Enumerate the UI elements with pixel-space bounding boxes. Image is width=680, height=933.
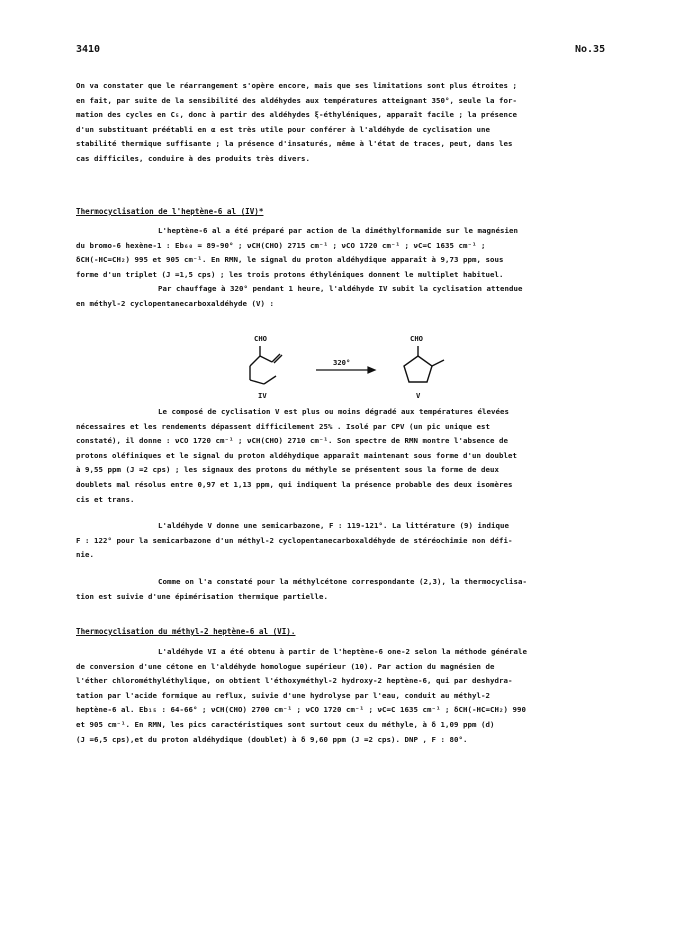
- text-line: Par chauffage à 320° pendant 1 heure, l'aldéhyde IV subit la cyclisation attendue: [158, 284, 523, 294]
- compound-v-label: V: [416, 391, 421, 400]
- text-line: nie.: [76, 550, 94, 560]
- text-line: forme d'un triplet (J =1,5 cps) ; les trois protons éthyléniques donnent le multiplet habituel.: [76, 269, 504, 279]
- epimerisation-paragraph: [76, 575, 606, 604]
- compound-v-structure: [404, 346, 444, 382]
- text-line: à 9,55 ppm (J =2 cps) ; les signaux des protons du méthyle se présentent sous la forme de deux: [76, 465, 499, 475]
- text-line: cas difficiles, conduire à des produits très divers.: [76, 153, 310, 163]
- compound-iv-cho-label: CHO: [254, 334, 267, 343]
- text-line: tation par l'acide formique au reflux, suivie d'une hydrolyse par l'eau, conduit au méthyl-2: [76, 690, 490, 700]
- reaction-scheme: [230, 334, 460, 404]
- text-line: L'aldéhyde V donne une semicarbazone, F : 119-121°. La littérature (9) indique: [158, 521, 509, 530]
- text-line: mation des cycles en C₅, donc à partir des aldéhydes ξ-éthyléniques, apparaît facile ; la présence: [76, 110, 517, 120]
- section-iv-paragraph: [76, 224, 606, 312]
- journal-issue: No.35: [575, 44, 606, 55]
- text-line: Comme on l'a constaté pour la méthylcétone correspondante (2,3), la thermocyclisa-: [158, 577, 527, 586]
- compound-iv-structure: [250, 346, 282, 384]
- text-line: L'aldéhyde VI a été obtenu à partir de l'heptène-6 one-2 selon la méthode générale: [158, 647, 527, 656]
- reaction-condition: 320°: [333, 358, 351, 367]
- text-line: L'heptène-6 al a été préparé par action de la diméthylformamide sur le magnésien: [158, 226, 518, 235]
- text-line: d'un substituant préétabli en α est très utile pour conférer à l'aldéhyde de cyclisation une: [76, 124, 490, 134]
- semicarbazone-paragraph: [76, 519, 606, 563]
- text-line: F : 122° pour la semicarbazone d'un méthyl-2 cyclopentanecarboxaldéhyde de stéréochimie non défi-: [76, 535, 513, 545]
- text-line: en fait, par suite de la sensibilité des aldéhydes aux températures atteignant 350°, seule la for-: [76, 95, 517, 105]
- text-line: heptène-6 al. Eb₁₅ : 64-66° ; νCH(CHO) 2700 cm⁻¹ ; νCO 1720 cm⁻¹ ; νC=C 1635 cm⁻¹ ; δCH(-HC=CH₂) 990: [76, 705, 526, 715]
- text-line: nécessaires et les rendements dépassent difficilement 25% . Isolé par CPV (un pic unique est: [76, 421, 490, 431]
- text-line: du bromo-6 hexène-1 : Eb₆₀ = 89-90° ; νCH(CHO) 2715 cm⁻¹ ; νCO 1720 cm⁻¹ ; νC=C 1635 cm⁻¹ ;: [76, 240, 486, 250]
- text-line: On va constater que le réarrangement s'opère encore, mais que ses limitations sont plus étroites ;: [76, 81, 517, 90]
- text-line: en méthyl-2 cyclopentanecarboxaldéhyde (V) :: [76, 298, 274, 308]
- text-line: stabilité thermique suffisante ; la présence d'insaturés, même à l'état de traces, peut, dans les: [76, 139, 513, 149]
- text-line: (J =6,5 cps),et du proton aldéhydique (doublet) à δ 9,60 ppm (J =2 cps). DNP , F : 80°.: [76, 734, 468, 744]
- intro-paragraph: [76, 79, 606, 167]
- section-vi-paragraph: [76, 645, 606, 747]
- text-line: δCH(-HC=CH₂) 995 et 905 cm⁻¹. En RMN, le signal du proton aldéhydique apparaît à 9,73 ppm, sous: [76, 255, 504, 265]
- compound-iv-label: IV: [258, 391, 267, 400]
- section-heading-thermocyclisation-vi: Thermocyclisation du méthyl-2 heptène-6 al (VI).: [76, 627, 296, 636]
- reaction-arrow: [316, 367, 375, 373]
- text-line: protons oléfiniques et le signal du proton aldéhydique apparaît maintenant sous forme d'un doublet: [76, 450, 517, 460]
- compound-v-paragraph: [76, 405, 606, 507]
- text-line: Le composé de cyclisation V est plus ou moins dégradé aux températures élevées: [158, 407, 509, 416]
- page-number: 3410: [76, 44, 101, 55]
- section-heading-thermocyclisation-iv: Thermocyclisation de l'heptène-6 al (IV)*: [76, 207, 264, 216]
- text-line: constaté), il donne : νCO 1720 cm⁻¹ ; νCH(CHO) 2710 cm⁻¹. Son spectre de RMN montre l'absence de: [76, 436, 508, 446]
- text-line: cis et trans.: [76, 494, 135, 504]
- text-line: tion est suivie d'une épimérisation thermique partielle.: [76, 591, 328, 601]
- text-line: et 905 cm⁻¹. En RMN, les pics caractéristiques sont surtout ceux du méthyle, à δ 1,09 ppm (d): [76, 719, 495, 729]
- text-line: doublets mal résolus entre 0,97 et 1,13 ppm, qui indiquent la présence probable des deux isomères: [76, 479, 513, 489]
- text-line: de conversion d'une cétone en l'aldéhyde homologue supérieur (10). Par action du magnésien de: [76, 661, 495, 671]
- compound-v-cho-label: CHO: [410, 334, 423, 343]
- text-line: l'éther chlorométhyléthylique, on obtient l'éthoxyméthyl-2 hydroxy-2 heptène-6, qui par deshydra-: [76, 676, 513, 686]
